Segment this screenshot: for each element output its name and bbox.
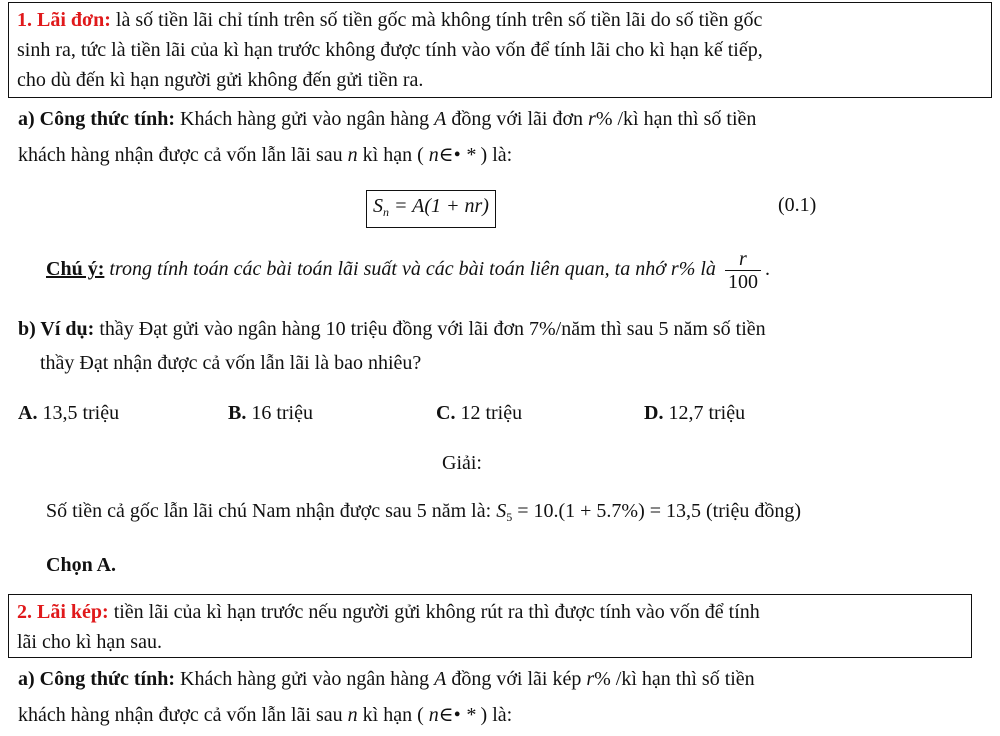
choice-a: A. 13,5 triệu	[18, 402, 120, 424]
compound-interest-definition-box	[8, 594, 972, 658]
section2-formula-intro-line-1: a) Công thức tính: Khách hàng gửi vào ngân hàng A đồng với lãi kép r% /kì hạn thì số tiền	[18, 668, 755, 690]
formula-intro-line-2: khách hàng nhận được cả vốn lẫn lãi sau n kì hạn ( n∈• * ) là:	[18, 144, 513, 166]
section2-definition-line-1: 2. Lãi kép: tiền lãi của kì hạn trước nếu người gửi không rút ra thì được tính vào vốn để tính	[17, 601, 760, 623]
section2-heading: 2. Lãi kép:	[17, 601, 109, 623]
section2-definition-line-2: lãi cho kì hạn sau.	[17, 631, 162, 653]
section1-heading: 1. Lãi đơn:	[17, 9, 111, 31]
choice-b: B. 16 triệu	[228, 402, 313, 424]
formula-intro-line-1: a) Công thức tính: Khách hàng gửi vào ngân hàng A đồng với lãi đơn r% /kì hạn thì số tiền	[18, 108, 757, 130]
definition-line-3: cho dù đến kì hạn người gửi không đến gửi tiền ra.	[17, 69, 424, 91]
fraction-r-over-100: $\frac{r}{100}$	[725, 248, 761, 293]
note-line: Chú ý: trong tính toán các bài toán lãi suất và các bài toán liên quan, ta nhớ r% là $\frac{r}{100}$ .	[46, 247, 770, 293]
formula-number: (0.1)	[778, 194, 817, 216]
solution-heading: Giải:	[442, 452, 482, 474]
answer: Chọn A.	[46, 554, 117, 576]
definition-line-1: 1. Lãi đơn: là số tiền lãi chỉ tính trên số tiền gốc mà không tính trên số tiền lãi do số tiền gốc	[17, 9, 763, 31]
example-line-1: b) Ví dụ: thầy Đạt gửi vào ngân hàng 10 triệu đồng với lãi đơn 7%/năm thì sau 5 năm số tiền	[18, 318, 766, 340]
simple-interest-definition-box	[8, 2, 992, 98]
simple-interest-formula: $S_n = A(1 + nr)$	[366, 190, 496, 228]
definition-line-2: sinh ra, tức là tiền lãi của kì hạn trước không được tính vào vốn để tính lãi cho kì hạn kế tiếp,	[17, 39, 763, 61]
example-line-2: thầy Đạt nhận được cả vốn lẫn lãi là bao nhiêu?	[40, 352, 422, 374]
choice-c: C. 12 triệu	[436, 402, 523, 424]
choice-d: D. 12,7 triệu	[644, 402, 746, 424]
section2-formula-intro-line-2: khách hàng nhận được cả vốn lẫn lãi sau n kì hạn ( n∈• * ) là:	[18, 704, 513, 726]
solution-line: Số tiền cả gốc lẫn lãi chú Nam nhận được sau 5 năm là: $S_5 = 10.(1 + 5.7\%) = 13,5$ (triệu đồng)	[46, 500, 801, 524]
